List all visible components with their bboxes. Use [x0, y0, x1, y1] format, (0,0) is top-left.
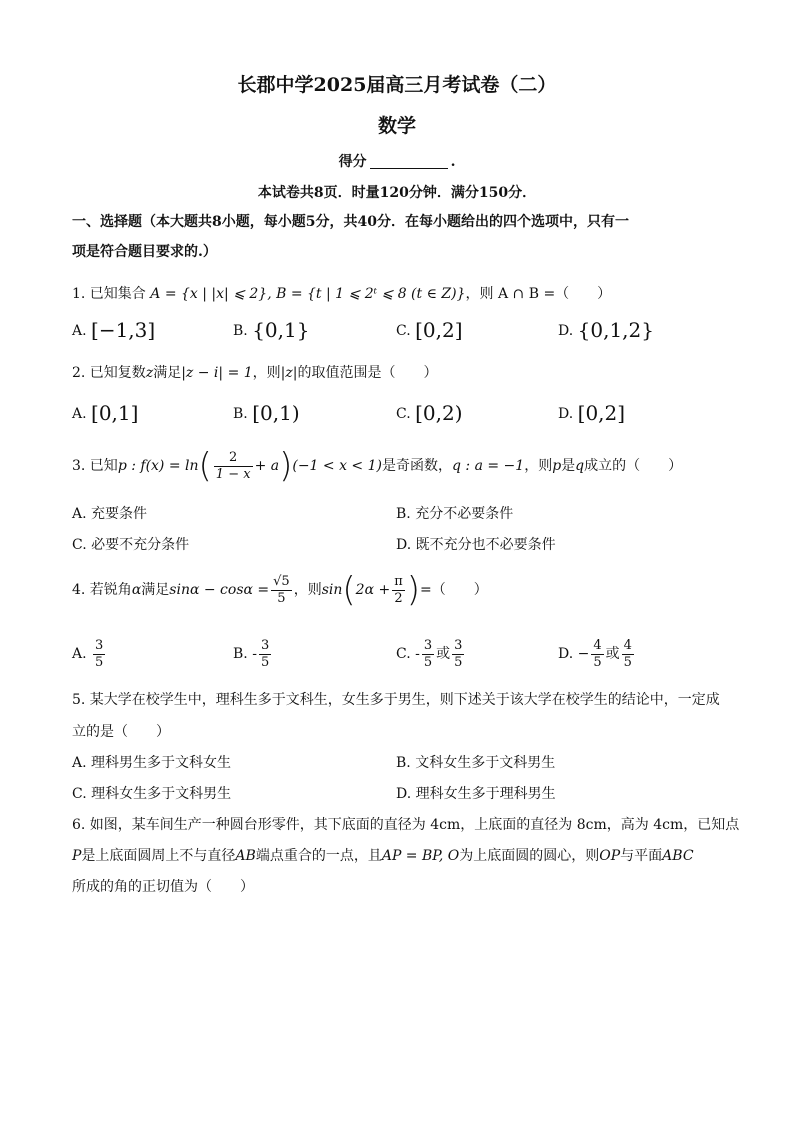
option-fraction [93, 638, 105, 671]
denominator: 5 [260, 654, 270, 670]
denominator: 5 [623, 654, 632, 670]
option-value: [0,1) [252, 401, 300, 425]
numerator: π [394, 573, 403, 589]
section-heading [72, 207, 732, 267]
q4-prefix: 4. 若锐角 [72, 582, 132, 598]
q3-is: 是 [561, 458, 576, 474]
q6-l2d: 与平面 [620, 848, 663, 864]
q6-AB: AB [235, 848, 256, 864]
option-label: A. [72, 323, 87, 339]
q1-set-a: A = {x | |x| ⩽ 2} [150, 286, 268, 302]
q2-var: z [145, 365, 154, 381]
question-5-line1: 5. 某大学在校学生中，理科生多于文科生，女生多于男生，则下述关于该大学在校学生的结论中，一定成 [72, 692, 720, 708]
q4-pi-fraction [392, 574, 405, 607]
q6-l2a: 是上底面圆周上不与直径 [81, 848, 236, 864]
question-5-line2: 立的是（ ） [72, 724, 170, 740]
q4-mid: 满足 [141, 582, 170, 598]
numerator: 4 [593, 637, 602, 653]
q4-two-alpha: 2α + [355, 582, 391, 598]
q3-q: q [575, 458, 585, 474]
q2-option-a [72, 403, 138, 424]
q4-then: ，则 [293, 582, 322, 598]
option-fraction [259, 638, 271, 671]
q6-ABC: ABC [662, 848, 694, 864]
option-fraction-1 [422, 638, 434, 671]
option-label: B. [233, 406, 248, 422]
q1-option-b [233, 320, 309, 341]
q2-abs: |z| [280, 365, 298, 381]
option-label: D. [558, 406, 574, 422]
option-value: [−1,3] [91, 318, 156, 342]
q3-q-expr: q : a = −1 [452, 458, 525, 474]
option-or: 或 [605, 646, 620, 662]
right-paren: ) [279, 446, 293, 486]
q2-option-c [396, 403, 463, 424]
option-value: {0,1} [252, 318, 310, 342]
q4-option-d [558, 636, 636, 672]
q1-prefix: 1. 已知集合 [72, 286, 146, 302]
question-4 [72, 570, 488, 610]
option-fraction-1 [591, 638, 603, 671]
q4-option-c [396, 636, 466, 672]
q4-option-a [72, 636, 107, 672]
q4-sin: sin [321, 582, 343, 598]
numerator: 3 [454, 637, 463, 653]
numerator: 4 [623, 637, 632, 653]
q2-option-b [233, 403, 300, 424]
option-label: C. [396, 646, 411, 662]
question-3 [72, 446, 682, 486]
q3-option-b: B. 充分不必要条件 [396, 506, 514, 522]
q1-set-b: , B = {t | 1 ⩽ 2ᵗ ⩽ 8 (t ∈ Z)} [267, 286, 466, 302]
option-label: B. [233, 323, 248, 339]
option-label: A. [72, 406, 87, 422]
q6-l2c: 为上底面圆的圆心，则 [459, 848, 600, 864]
q5-option-c: C. 理科女生多于文科男生 [72, 786, 232, 802]
denominator: 5 [423, 654, 433, 670]
exam-info: 本试卷共8页．时量120分钟．满分150分． [257, 185, 537, 201]
left-paren: ( [198, 446, 212, 486]
q1-suffix: ，则 A ∩ B =（ ） [465, 286, 612, 302]
q4-alpha: α [131, 582, 142, 598]
score-blank [370, 154, 448, 169]
q3-suffix1: ，则 [524, 458, 553, 474]
q6-cond: AP = BP, O [381, 848, 460, 864]
option-label: A. [72, 646, 87, 662]
q4-eq: =（ ） [420, 582, 488, 598]
score-end: . [450, 154, 456, 170]
option-value: [0,2] [415, 318, 463, 342]
q3-domain: (−1 < x < 1) [292, 458, 382, 474]
option-fraction-2 [622, 638, 634, 671]
q5-option-b: B. 文科女生多于文科男生 [396, 755, 556, 771]
score-label: 得分 [338, 154, 367, 170]
left-paren: ( [342, 570, 356, 610]
section-heading-line1: 一、选择题（本大题共8小题，每小题5分，共40分．在每小题给出的四个选项中，只有一 [72, 214, 629, 230]
q2-suffix: 的取值范围是（ ） [297, 365, 438, 381]
numerator: 3 [260, 637, 270, 653]
numerator: 3 [423, 637, 433, 653]
q5-option-a: A. 理科男生多于文科女生 [72, 755, 232, 771]
score-line [0, 151, 794, 171]
option-value: [0,1] [91, 401, 139, 425]
denominator: 5 [593, 654, 602, 670]
denominator: 5 [277, 590, 286, 606]
q4-fraction [271, 574, 292, 607]
numerator: 2 [214, 450, 253, 467]
exam-title: 长郡中学2025届高三月考试卷（二） [237, 74, 557, 96]
q3-option-c: C. 必要不充分条件 [72, 537, 190, 553]
option-label: C. [396, 406, 411, 422]
q3-fraction [214, 450, 253, 483]
q2-mid: 满足 [153, 365, 182, 381]
q3-odd: 是奇函数， [382, 458, 452, 474]
q4-expr: sinα − cosα = [169, 582, 270, 598]
question-6-line1: 6. 如图，某车间生产一种圆台形零件，其下底面的直径为 4cm，上底面的直径为 8cm，高为 4cm，已知点 [72, 817, 740, 833]
q3-suffix2: 成立的（ ） [584, 458, 683, 474]
question-6-line3: 所成的角的正切值为（ ） [72, 879, 254, 895]
denominator: 5 [454, 654, 463, 670]
denominator: 2 [394, 590, 403, 606]
option-value: [0,2) [415, 401, 463, 425]
option-fraction-2 [452, 638, 464, 671]
option-label: D. [558, 646, 574, 662]
q2-mid2: ，则 [252, 365, 281, 381]
option-label: D. [558, 323, 574, 339]
q2-cond: |z − i| = 1 [181, 365, 253, 381]
right-paren: ) [406, 570, 421, 610]
q2-prefix: 2. 已知复数 [72, 365, 146, 381]
option-sign: - [252, 646, 257, 662]
numerator: 3 [95, 637, 104, 653]
question-6-line2 [72, 846, 694, 866]
q3-prefix: 3. 已知 [72, 458, 118, 474]
q1-option-a [72, 320, 155, 341]
option-value: {0,1,2} [577, 318, 654, 342]
option-sign: − [577, 646, 590, 662]
denominator: 5 [95, 654, 104, 670]
q2-option-d [558, 403, 625, 424]
q5-option-d: D. 理科女生多于理科男生 [396, 786, 556, 802]
q3-option-a: A. 充要条件 [72, 506, 148, 522]
q3-p: p [552, 458, 562, 474]
q3-p-expr: p : f(x) = ln [117, 458, 199, 474]
q6-P: P [72, 848, 82, 864]
option-label: C. [396, 323, 411, 339]
q1-option-c [396, 320, 463, 341]
q3-option-d: D. 既不充分也不必要条件 [396, 537, 556, 553]
q1-option-d [558, 320, 654, 341]
question-1 [72, 284, 611, 304]
q3-plus-a: + a [254, 458, 280, 474]
question-2 [72, 363, 437, 383]
option-sign: - [415, 646, 420, 662]
subject-title: 数学 [377, 115, 416, 137]
section-heading-line2: 项是符合题目要求的.） [72, 244, 217, 260]
option-or: 或 [436, 646, 451, 662]
option-label: B. [233, 646, 248, 662]
numerator: √5 [273, 573, 290, 589]
q4-option-b [233, 636, 273, 672]
q6-l2b: 端点重合的一点，且 [255, 848, 382, 864]
q6-OP: OP [599, 848, 621, 864]
denominator: 1 − x [215, 466, 251, 482]
option-value: [0,2] [577, 401, 626, 425]
